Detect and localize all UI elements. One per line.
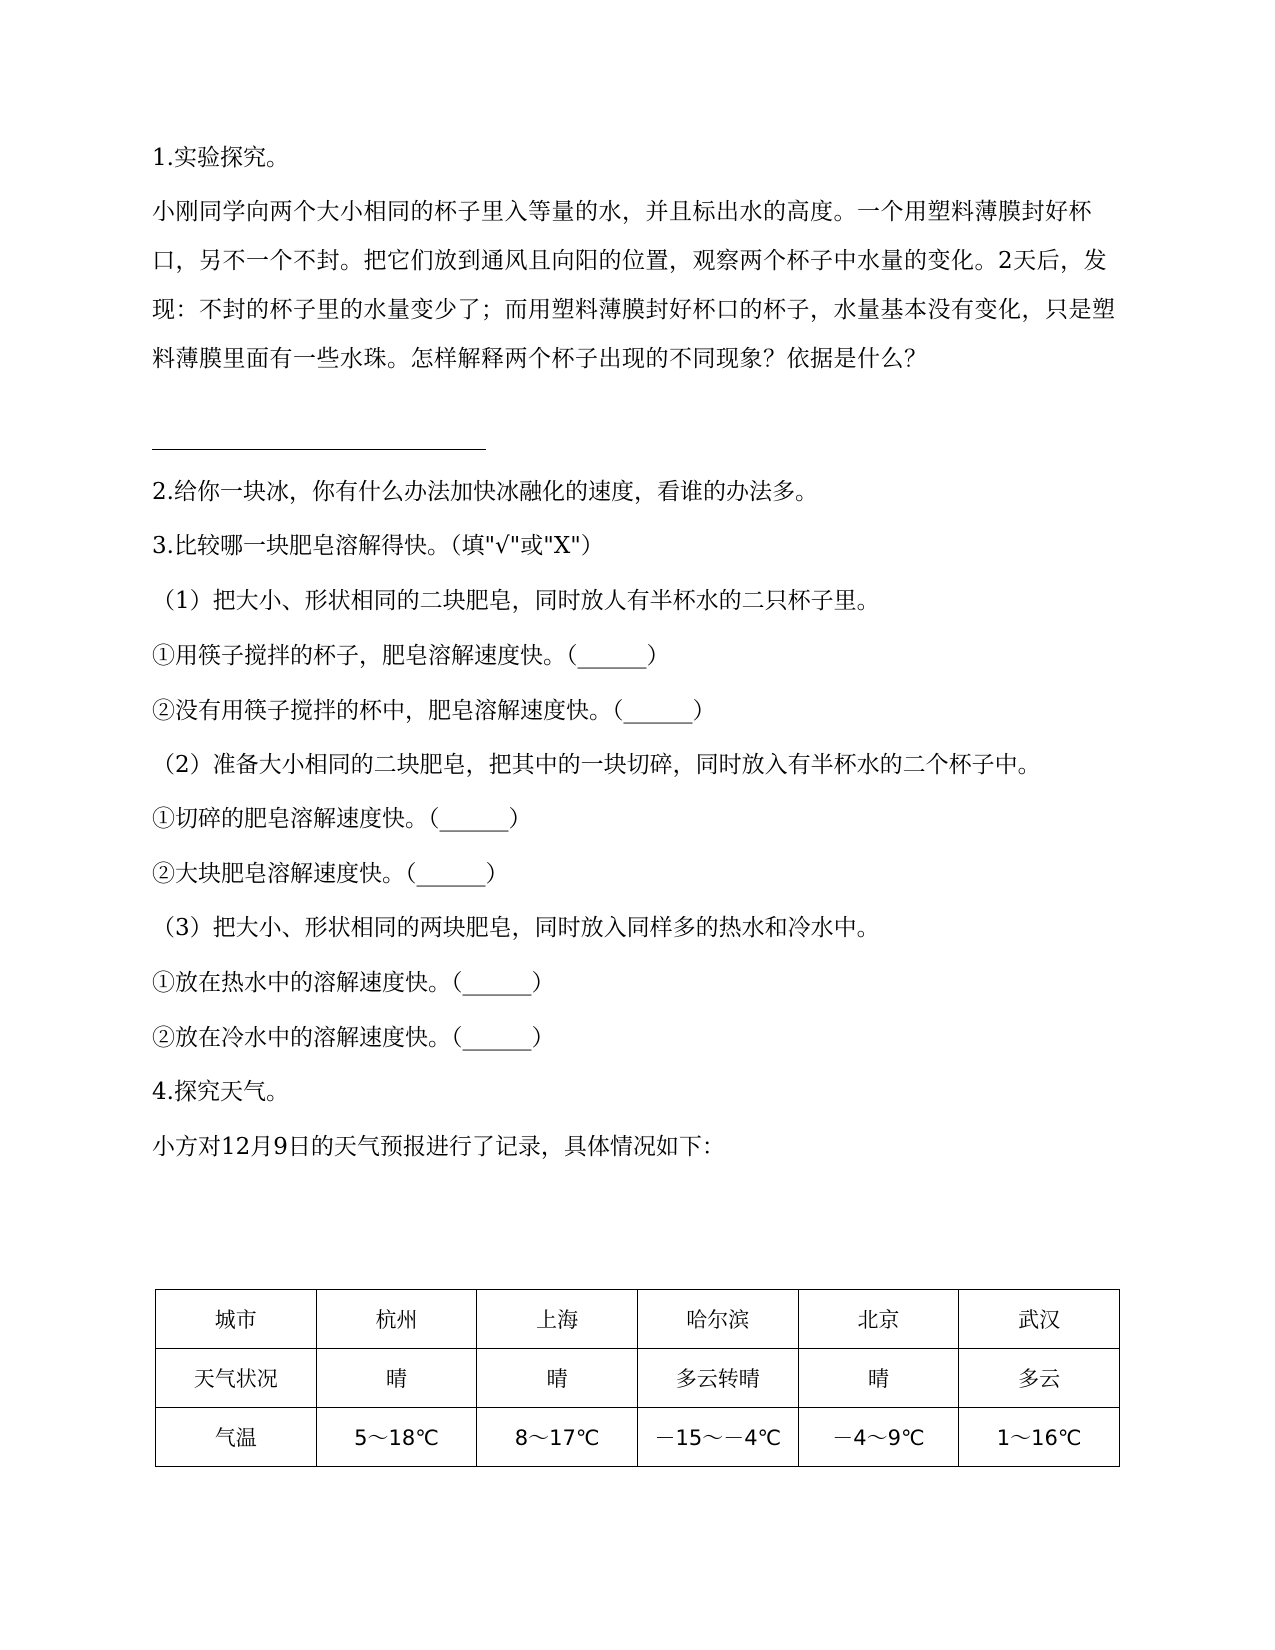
q1-body: 小刚同学向两个大小相同的杯子里入等量的水，并且标出水的高度。一个用塑料薄膜封好杯口，另不一个不封。把它们放到通风且向阳的位置，观察两个杯子中水量的变化。2天后，发现：不封的杯子里的水量变少了；而用塑料薄膜封好杯口的杯子，水量基本没有变化，只是塑料薄膜里面有一些水珠。怎样解释两个杯子出现的不同现象？依据是什么？	[152, 199, 1116, 372]
table-row	[156, 1349, 1120, 1408]
q3-part2-item-a: ①切碎的肥皂溶解速度快。（______）	[152, 806, 532, 832]
q3-title: 3.比较哪一块肥皂溶解得快。（填"√"或"X"）	[152, 533, 604, 559]
table-cell: 杭州	[316, 1290, 477, 1349]
table-cell: 武汉	[959, 1290, 1120, 1349]
table-cell: 晴	[798, 1349, 959, 1408]
table-cell: 气温	[156, 1408, 317, 1467]
q3-part3-item-b: ②放在冷水中的溶解速度快。（______）	[152, 1025, 555, 1051]
table-row	[156, 1408, 1120, 1467]
weather-table	[155, 1289, 1120, 1467]
table-cell: 5～18℃	[316, 1408, 477, 1467]
table-cell: 8～17℃	[477, 1408, 638, 1467]
q4-intro: 小方对12月9日的天气预报进行了记录，具体情况如下：	[152, 1134, 725, 1160]
q3-part1-item-b: ②没有用筷子搅拌的杯中，肥皂溶解速度快。（______）	[152, 698, 716, 724]
q1-title: 1.实验探究。	[152, 145, 289, 171]
table-cell: 晴	[477, 1349, 638, 1408]
q3-part2-item-b: ②大块肥皂溶解速度快。（______）	[152, 861, 509, 887]
q3-part1: （1）把大小、形状相同的二块肥皂，同时放人有半杯水的二只杯子里。	[152, 588, 880, 614]
q2-title: 2.给你一块冰，你有什么办法加快冰融化的速度，看谁的办法多。	[152, 479, 818, 505]
q1-answer-line	[152, 449, 486, 450]
table-cell: －15～－4℃	[637, 1408, 798, 1467]
table-cell: 城市	[156, 1290, 317, 1349]
q3-part2: （2）准备大小相同的二块肥皂，把其中的一块切碎，同时放入有半杯水的二个杯子中。	[152, 752, 1041, 778]
table-cell: 多云转晴	[637, 1349, 798, 1408]
table-cell: 晴	[316, 1349, 477, 1408]
q4-title: 4.探究天气。	[152, 1079, 289, 1105]
q3-part3-item-a: ①放在热水中的溶解速度快。（______）	[152, 970, 555, 996]
table-cell: 哈尔滨	[637, 1290, 798, 1349]
table-row	[156, 1290, 1120, 1349]
table-cell: 1～16℃	[959, 1408, 1120, 1467]
table-cell: 多云	[959, 1349, 1120, 1408]
worksheet-page	[152, 0, 1132, 1650]
q3-part1-item-a: ①用筷子搅拌的杯子，肥皂溶解速度快。（______）	[152, 643, 670, 669]
table-cell: 北京	[798, 1290, 959, 1349]
q3-part3: （3）把大小、形状相同的两块肥皂，同时放入同样多的热水和冷水中。	[152, 915, 880, 941]
table-cell: 天气状况	[156, 1349, 317, 1408]
table-cell: 上海	[477, 1290, 638, 1349]
table-cell: －4～9℃	[798, 1408, 959, 1467]
